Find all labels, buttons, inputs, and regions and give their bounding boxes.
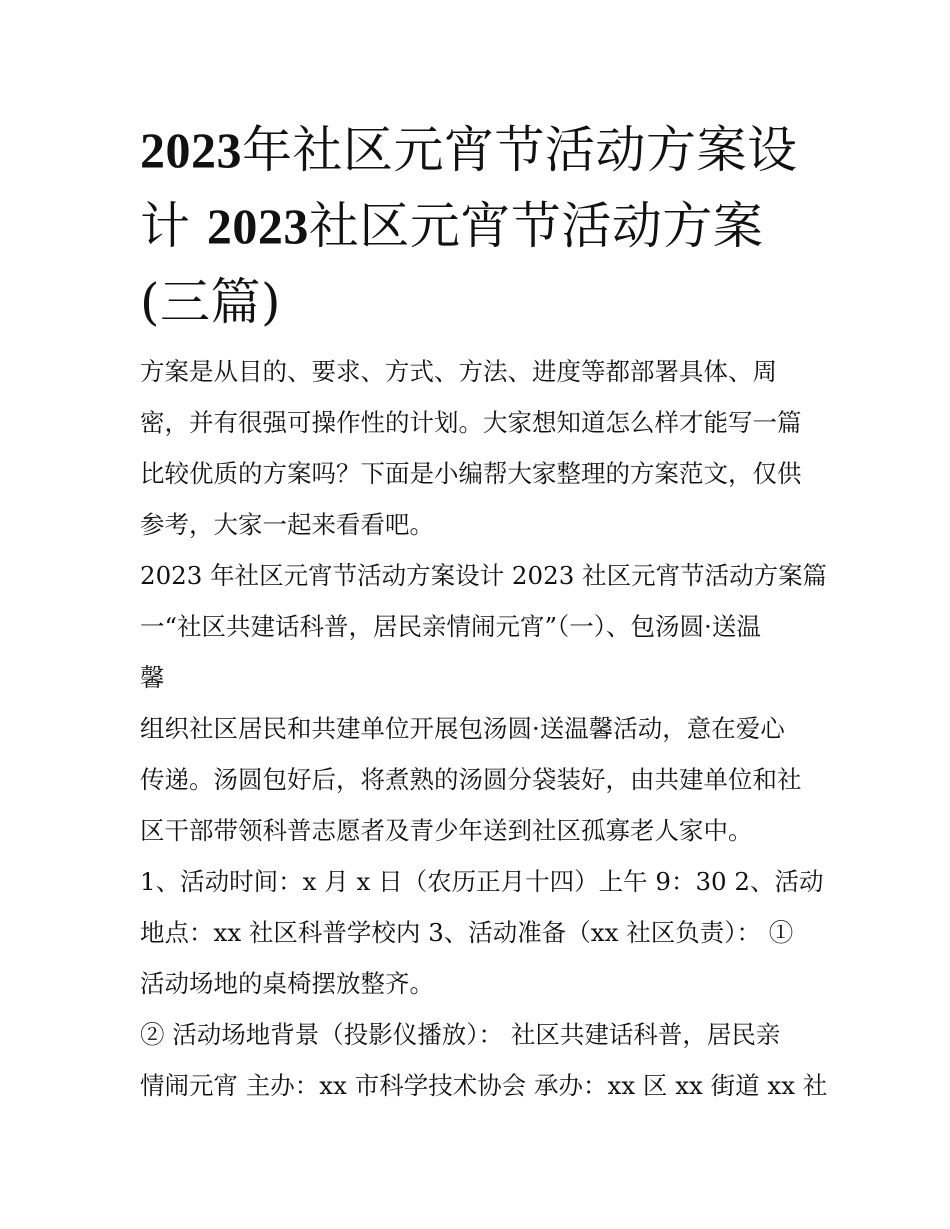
title-line-3: (三篇) xyxy=(140,273,282,331)
text-line: 2023 年社区元宵节活动方案设计 2023 社区元宵节活动方案篇 xyxy=(140,561,828,590)
title-year-2: 2023 xyxy=(206,198,309,254)
text-line: 一“社区共建话科普，居民亲情闹元宵”（一）、包汤圆·送温 xyxy=(140,612,761,641)
document-title xyxy=(140,112,820,340)
text-line: 地点：xx 社区科普学校内 3、活动准备（xx 社区负责）： ① xyxy=(140,918,794,947)
title-year: 2023 xyxy=(140,122,242,178)
title-prefix: 计 xyxy=(140,197,207,255)
text-line: 传递。汤圆包好后，将煮熟的汤圆分袋装好，由共建单位和社 xyxy=(140,765,802,794)
paragraph-activity-description xyxy=(140,703,820,856)
title-text-2: 社区元宵节活动方案 xyxy=(308,197,764,255)
title-line-2 xyxy=(140,188,820,264)
text-line: ② 活动场地背景（投影仪播放）： 社区共建话科普，居民亲 xyxy=(140,1020,781,1049)
text-line: 参考，大家一起来看看吧。 xyxy=(140,510,434,539)
text-line: 区干部带领科普志愿者及青少年送到社区孤寡老人家中。 xyxy=(140,816,753,845)
paragraph-intro xyxy=(140,346,820,550)
paragraph-venue-background xyxy=(140,1009,828,1111)
text-line: 情闹元宵 主办：xx 市科学技术协会 承办：xx 区 xx 街道 xx 社 xyxy=(140,1071,828,1100)
paragraph-section-heading xyxy=(140,550,828,703)
text-line: 1、活动时间：x 月 x 日（农历正月十四）上午 9：30 2、活动 xyxy=(140,867,824,896)
text-line: 比较优质的方案吗？下面是小编帮大家整理的方案范文，仅供 xyxy=(140,459,802,488)
text-line: 活动场地的桌椅摆放整齐。 xyxy=(140,969,434,998)
document-page xyxy=(140,112,828,1111)
paragraph-activity-details xyxy=(140,856,824,1009)
title-text: 年社区元宵节活动方案设 xyxy=(242,121,798,179)
text-line: 密，并有很强可操作性的计划。大家想知道怎么样才能写一篇 xyxy=(140,408,802,437)
text-line: 馨 xyxy=(140,663,165,692)
text-line: 组织社区居民和共建单位开展包汤圆·送温馨活动，意在爱心 xyxy=(140,714,785,743)
title-line-1 xyxy=(140,112,820,188)
text-line: 方案是从目的、要求、方式、方法、进度等都部署具体、周 xyxy=(140,357,777,386)
